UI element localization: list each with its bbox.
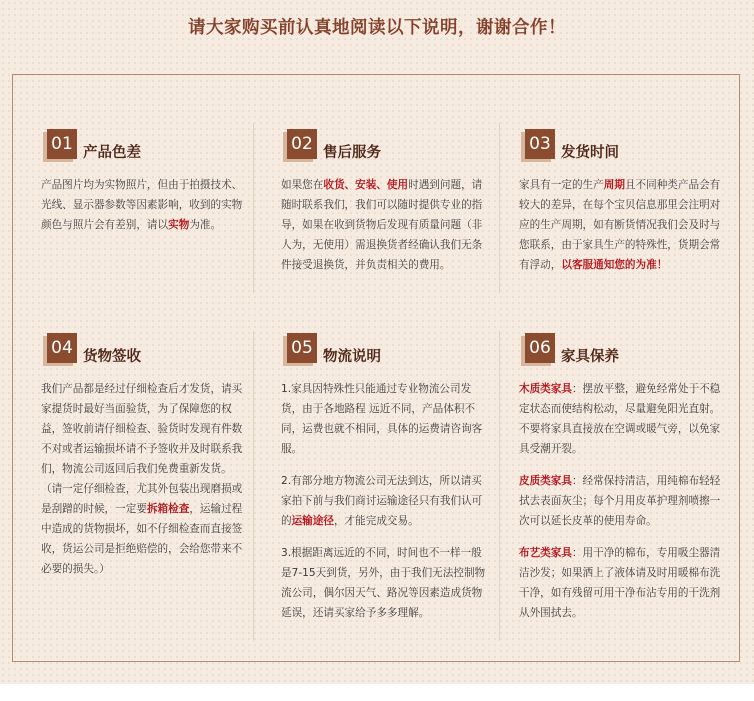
- body-text: ，才能完成交易。: [333, 515, 419, 527]
- section-paragraph: [41, 379, 247, 579]
- section-logistics: [281, 333, 487, 635]
- section-after-sales: [281, 129, 487, 287]
- column-divider: [253, 123, 254, 293]
- section-paragraph: [41, 175, 247, 235]
- section-body: [41, 175, 247, 235]
- section-number-badge: 04: [47, 333, 77, 363]
- body-text: 我们产品都是经过仔细检查后才发货，请买家提货时最好当面验货，为了保障您的权益，签收前请仔细检查、验货时发现有件数不对或者运输损坏请不予签收并及时联系我们，物流公司返回后我们免费重新发货。（请一定仔细检查，尤其外包装出现磨损或是刮蹭的时候，一定要: [41, 383, 243, 515]
- section-title: 产品色差: [83, 145, 141, 161]
- body-text: 1.家具因特殊性只能通过专业物流公司发货，由于各地路程 远近不同，产品体积不同，运费也就不相同，具体的运费请咨询客服。: [281, 383, 483, 455]
- section-body: [281, 379, 487, 623]
- section-body: [41, 379, 247, 579]
- info-panel: [12, 74, 740, 662]
- section-body: [519, 379, 725, 623]
- highlighted-text: 运输途径: [291, 515, 334, 527]
- section-receipt: [41, 333, 247, 591]
- section-paragraph: [519, 379, 725, 459]
- highlighted-text: 拆箱检查: [146, 503, 190, 515]
- section-number-badge: 02: [287, 129, 317, 159]
- section-number-badge: 01: [47, 129, 77, 159]
- column-divider: [499, 331, 500, 641]
- section-title: 货物签收: [83, 349, 141, 365]
- section-paragraph: [281, 379, 487, 459]
- body-text: ：经常保持清洁，用纯棉布轻轻拭去表面灰尘；每个月用皮革护理剂喷擦一次可以延长皮革的使用寿命。: [519, 475, 721, 527]
- section-paragraph: [281, 543, 487, 623]
- section-shipping-time: [519, 129, 725, 287]
- section-title: 物流说明: [323, 349, 381, 365]
- section-paragraph: [281, 471, 487, 531]
- section-paragraph: [519, 471, 725, 531]
- column-divider: [253, 331, 254, 641]
- body-text: ：摆放平整，避免经常处于不稳定状态而使结构松动，尽量避免阳光直射。不要将家具直接放在空调或暖气旁，以免家具受潮开裂。: [519, 383, 721, 455]
- section-paragraph: [519, 543, 725, 623]
- highlighted-text: 布艺类家具: [519, 547, 572, 559]
- section-title: 家具保养: [561, 349, 619, 365]
- section-title: 售后服务: [323, 145, 381, 161]
- body-text: 家具有一定的生产: [519, 179, 604, 191]
- body-text: ：用干净的棉布，专用吸尘器清洁沙发；如果洒上了液体请及时用暖棉布洗干净，如有残留可用干净布沾专用的干洗剂从外围拭去。: [519, 547, 721, 619]
- highlighted-text: 周期: [603, 179, 625, 191]
- highlighted-text: 以客服通知您的为准！: [561, 259, 668, 271]
- section-body: [519, 175, 725, 275]
- highlighted-text: 木质类家具: [519, 383, 572, 395]
- section-number-badge: 06: [525, 333, 555, 363]
- body-text: 时遇到问题，请随时联系我们，我们可以随时提供专业的指导，如果在收到货物后发现有质量问题（非人为，无使用）需退换货者经确认我们无条件接受退换货，并负责相关的费用。: [281, 179, 483, 271]
- highlighted-text: 收货、安装、使用: [323, 179, 409, 191]
- highlighted-text: 皮质类家具: [519, 475, 572, 487]
- body-text: ，运输过程中造成的货物损坏，如不仔细检查而直接签收，货运公司是拒绝赔偿的，会给您带来不必要的损失。）: [41, 503, 243, 575]
- section-number-badge: 05: [287, 333, 317, 363]
- highlighted-text: 实物: [168, 219, 190, 231]
- section-title: 发货时间: [561, 145, 619, 161]
- body-text: 且不同种类产品会有较大的差异，在每个宝贝信息那里会注明对应的生产周期，如有断货情况我们会及时与您联系，由于家具生产的特殊性，货期会常有浮动，: [519, 179, 721, 271]
- body-text: 3.根据距离远近的不同，时间也不一样一般是7-15天到货，另外，由于我们无法控制物流公司，偶尔因天气、路况等因素造成货物延误，还请买家给予多多理解。: [281, 547, 486, 619]
- section-paragraph: [281, 175, 487, 275]
- section-paragraph: [519, 175, 725, 275]
- body-text: 2.有部分地方物流公司无法到达，所以请买家拍下前与我们商讨运输途径只有我们认可的: [281, 475, 483, 527]
- section-maintenance: [519, 333, 725, 635]
- section-product-color: [41, 129, 247, 247]
- page-headline: 请大家购买前认真地阅读以下说明，谢谢合作！: [188, 18, 566, 38]
- body-text: 如果您在: [281, 179, 324, 191]
- section-number-badge: 03: [525, 129, 555, 159]
- section-body: [281, 175, 487, 275]
- column-divider: [499, 123, 500, 293]
- body-text: 产品图片均为实物照片，但由于拍摄技术、光线、显示器参数等因素影响，收到的实物颜色与照片会有差别，请以: [41, 179, 243, 231]
- body-text: 为准。: [189, 219, 222, 231]
